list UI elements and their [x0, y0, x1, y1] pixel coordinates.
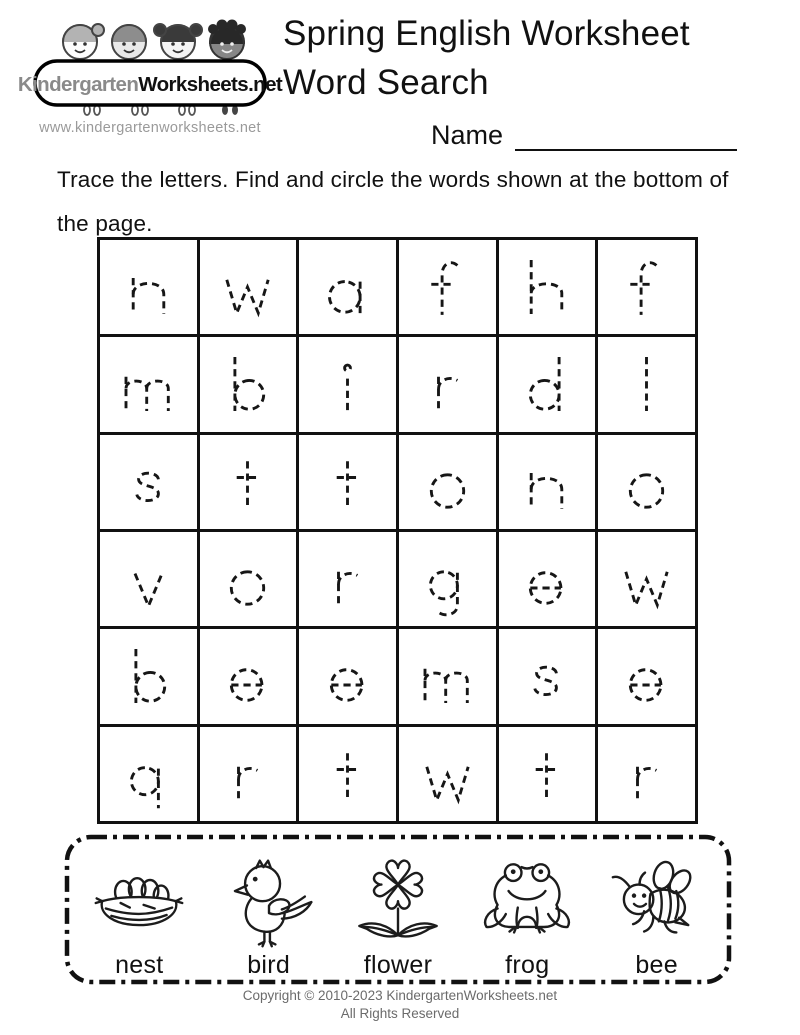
grid-cell-letter-e: [499, 532, 596, 626]
grid-cell-letter-m: [399, 629, 496, 723]
word-bank-label: bird: [247, 951, 291, 979]
name-blank-line: [515, 121, 737, 151]
word-bank-box: [64, 834, 732, 985]
grid-cell-letter-w: [598, 532, 695, 626]
grid-cell-letter-w: [200, 240, 297, 334]
rights-line: All Rights Reserved: [340, 1005, 460, 1021]
grid-cell-letter-a: [299, 240, 396, 334]
bee-image: [611, 857, 703, 949]
grid-cell-letter-e: [598, 629, 695, 723]
grid-cell-letter-s: [499, 629, 596, 723]
grid-cell-letter-v: [100, 532, 197, 626]
grid-cell-letter-r: [299, 532, 396, 626]
word-bank-item-flower: [334, 857, 462, 980]
grid-cell-letter-t: [299, 435, 396, 529]
grid-cell-letter-l: [598, 337, 695, 431]
grid-cell-letter-t: [499, 727, 596, 821]
grid-cell-letter-s: [100, 435, 197, 529]
grid-cell-letter-n: [499, 435, 596, 529]
grid-cell-letter-i: [299, 337, 396, 431]
page-title-line2: Word Search: [283, 63, 489, 102]
grid-cell-letter-e: [200, 629, 297, 723]
grid-cell-letter-q: [100, 727, 197, 821]
grid-cell-letter-t: [200, 435, 297, 529]
name-label: Name: [431, 120, 504, 150]
page-title-line1: Spring English Worksheet: [283, 14, 690, 53]
logo-url-text: www.kindergartenworksheets.net: [39, 120, 261, 136]
logo-wordmark: [17, 63, 283, 107]
grid-cell-letter-e: [299, 629, 396, 723]
grid-cell-letter-r: [399, 337, 496, 431]
grid-cell-letter-b: [200, 337, 297, 431]
word-bank-label: nest: [115, 951, 164, 979]
logo-word-kindergarten: Kindergarten: [17, 73, 139, 96]
grid-cell-letter-r: [598, 727, 695, 821]
flower-image: [352, 857, 444, 949]
grid-cell-letter-t: [299, 727, 396, 821]
word-bank-label: bee: [635, 951, 678, 979]
grid-cell-letter-f: [399, 240, 496, 334]
word-bank-item-frog: [463, 857, 591, 980]
word-bank-label: flower: [363, 951, 433, 979]
site-logo: [17, 6, 283, 142]
instructions-text: Trace the letters. Find and circle the words shown at the bottom of the page.: [57, 167, 729, 236]
grid-cell-letter-f: [598, 240, 695, 334]
grid-cell-letter-o: [399, 435, 496, 529]
grid-cell-letter-m: [100, 337, 197, 431]
trace-letter-grid: [97, 237, 698, 824]
word-bank-item-bee: [593, 857, 721, 980]
nest-image: [93, 857, 185, 949]
grid-cell-letter-w: [399, 727, 496, 821]
grid-cell-letter-b: [100, 629, 197, 723]
word-bank-label: frog: [505, 951, 550, 979]
grid-cell-letter-o: [598, 435, 695, 529]
word-bank-item-bird: [205, 857, 333, 980]
footer-copyright: [0, 987, 800, 1022]
grid-cell-letter-h: [499, 240, 596, 334]
frog-image: [481, 857, 573, 949]
grid-cell-letter-r: [200, 727, 297, 821]
grid-cell-letter-o: [200, 532, 297, 626]
grid-cell-letter-n: [100, 240, 197, 334]
grid-cell-letter-g: [399, 532, 496, 626]
copyright-line: Copyright © 2010-2023 KindergartenWorksheets.net: [242, 988, 558, 1003]
logo-word-worksheets: Worksheets.net: [138, 73, 283, 96]
word-bank-item-nest: [75, 857, 203, 980]
grid-cell-letter-d: [499, 337, 596, 431]
bird-image: [223, 857, 315, 949]
